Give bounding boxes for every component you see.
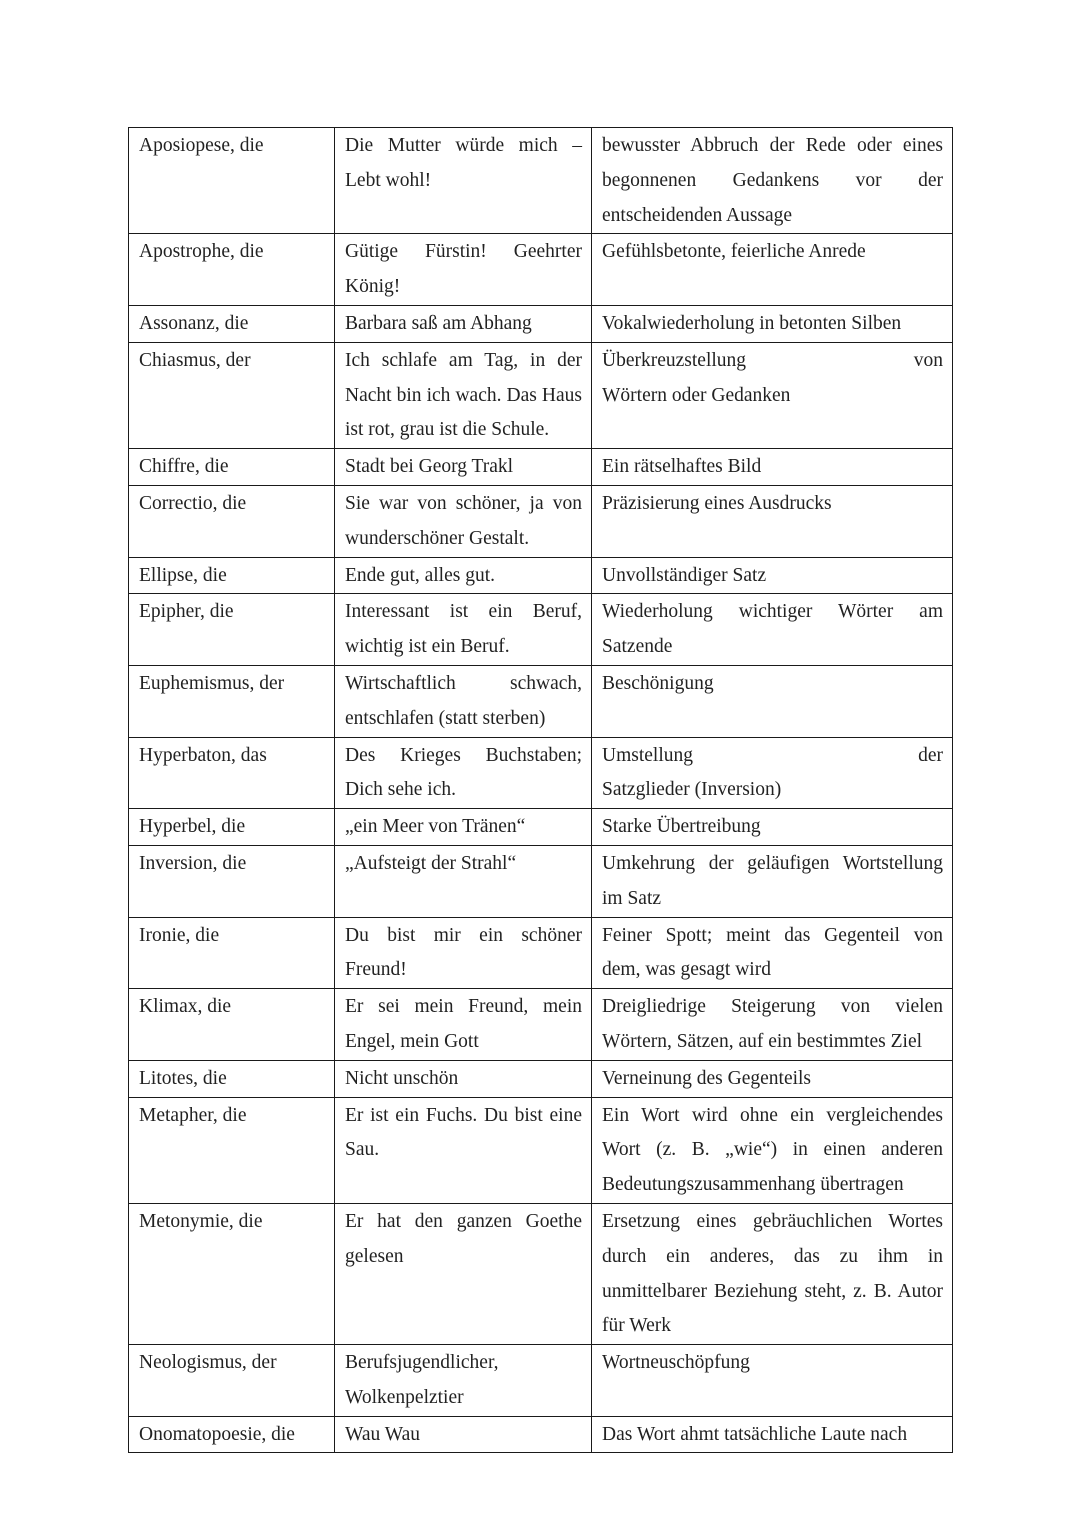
term-cell: Aposiopese, die xyxy=(129,128,335,234)
example-cell xyxy=(335,1416,592,1453)
example-cell-line: Gütige Fürstin! Geehrter xyxy=(345,241,582,263)
term-cell: Metonymie, die xyxy=(129,1203,335,1344)
definition-cell-line: Satzglieder (Inversion) xyxy=(602,779,782,801)
definition-cell xyxy=(592,845,953,917)
example-cell-line: wichtig ist ein Beruf. xyxy=(345,636,510,658)
definition-cell-line: Wiederholung wichtiger Wörter am xyxy=(602,601,943,623)
definition-cell xyxy=(592,557,953,594)
example-cell xyxy=(335,809,592,846)
definition-cell xyxy=(592,1345,953,1417)
definition-cell xyxy=(592,342,953,448)
example-cell xyxy=(335,305,592,342)
example-cell-line: „ein Meer von Tränen“ xyxy=(345,816,526,838)
table-row xyxy=(129,128,953,234)
example-cell xyxy=(335,594,592,666)
example-cell-line: Berufsjugendlicher, xyxy=(345,1352,499,1374)
example-cell-line: „Aufsteigt der Strahl“ xyxy=(345,852,517,874)
definition-cell-line: Das Wort ahmt tatsächliche Laute nach xyxy=(602,1423,908,1445)
definition-cell-line: Präzisierung eines Ausdrucks xyxy=(602,492,832,514)
example-cell-line: Die Mutter würde mich – xyxy=(345,135,582,156)
table-row xyxy=(129,234,953,306)
definition-cell-line: Beschönigung xyxy=(602,672,714,694)
definition-cell-line: für Werk xyxy=(602,1315,672,1337)
example-cell xyxy=(335,665,592,737)
example-cell-line: Wolkenpelztier xyxy=(345,1386,464,1408)
definition-cell-line: Ein rätselhaftes Bild xyxy=(602,456,762,478)
term-cell: Apostrophe, die xyxy=(129,234,335,306)
example-cell xyxy=(335,845,592,917)
example-cell xyxy=(335,342,592,448)
example-cell xyxy=(335,485,592,557)
example-cell xyxy=(335,1060,592,1097)
table-row xyxy=(129,809,953,846)
definition-cell-line: Gefühlsbetonte, feierliche Anrede xyxy=(602,241,866,263)
example-cell-line: Du bist mir ein schöner xyxy=(345,924,582,946)
table-row xyxy=(129,1097,953,1203)
table-row xyxy=(129,1345,953,1417)
term-cell: Hyperbaton, das xyxy=(129,737,335,809)
example-cell-line: Stadt bei Georg Trakl xyxy=(345,456,514,478)
definition-cell-line: Wortneuschöpfung xyxy=(602,1352,750,1374)
example-cell-line: Er sei mein Freund, mein xyxy=(345,996,582,1018)
term-cell: Correctio, die xyxy=(129,485,335,557)
definition-cell-line: Umkehrung der geläufigen Wortstellung xyxy=(602,852,943,874)
definition-cell-line: Dreigliedrige Steigerung von vielen xyxy=(602,996,943,1018)
example-cell-line: Nacht bin ich wach. Das Haus xyxy=(345,384,582,406)
definition-cell xyxy=(592,917,953,989)
term-cell: Epipher, die xyxy=(129,594,335,666)
example-cell-line: Barbara saß am Abhang xyxy=(345,312,532,334)
table-row xyxy=(129,917,953,989)
definition-cell-line: Starke Übertreibung xyxy=(602,816,761,838)
term-cell: Assonanz, die xyxy=(129,305,335,342)
definition-cell-line: Vokalwiederholung in betonten Silben xyxy=(602,312,902,334)
example-cell-line: Ende gut, alles gut. xyxy=(345,564,496,586)
stilmittel-table xyxy=(128,127,953,1453)
definition-cell-line: Feiner Spott; meint das Gegenteil von xyxy=(602,924,943,946)
definition-cell-line: Umstellung der xyxy=(602,744,943,766)
definition-cell xyxy=(592,594,953,666)
table-row xyxy=(129,989,953,1061)
table-row xyxy=(129,485,953,557)
example-cell xyxy=(335,557,592,594)
definition-cell-line: entscheidenden Aussage xyxy=(602,204,793,226)
example-cell-line: Er hat den ganzen Goethe xyxy=(345,1210,582,1232)
example-cell-line: Nicht unschön xyxy=(345,1067,459,1089)
example-cell-line: Er ist ein Fuchs. Du bist eine xyxy=(345,1104,582,1126)
definition-cell xyxy=(592,305,953,342)
example-cell-line: wunderschöner Gestalt. xyxy=(345,527,530,549)
term-cell: Inversion, die xyxy=(129,845,335,917)
example-cell xyxy=(335,128,592,234)
example-cell xyxy=(335,1203,592,1344)
example-cell xyxy=(335,449,592,486)
example-cell-line: Wau Wau xyxy=(345,1423,421,1445)
example-cell-line: Wirtschaftlich schwach, xyxy=(345,672,582,694)
definition-cell xyxy=(592,1097,953,1203)
definition-cell-line: begonnenen Gedankens vor der xyxy=(602,169,943,191)
example-cell-line: Lebt wohl! xyxy=(345,169,432,191)
definition-cell xyxy=(592,665,953,737)
term-cell: Ellipse, die xyxy=(129,557,335,594)
example-cell-line: Dich sehe ich. xyxy=(345,779,457,801)
table-row xyxy=(129,557,953,594)
table-row xyxy=(129,342,953,448)
definition-cell-line: Bedeutungszusammenhang übertragen xyxy=(602,1174,904,1196)
definition-cell xyxy=(592,1416,953,1453)
term-cell: Chiasmus, der xyxy=(129,342,335,448)
definition-cell xyxy=(592,989,953,1061)
example-cell-line: entschlafen (statt sterben) xyxy=(345,707,546,729)
table-row xyxy=(129,594,953,666)
table-row xyxy=(129,1203,953,1344)
table-row xyxy=(129,449,953,486)
term-cell: Klimax, die xyxy=(129,989,335,1061)
table-row xyxy=(129,665,953,737)
definition-cell xyxy=(592,1203,953,1344)
example-cell-line: ist rot, grau ist die Schule. xyxy=(345,419,550,441)
example-cell-line: Engel, mein Gott xyxy=(345,1030,479,1052)
table-row xyxy=(129,737,953,809)
example-cell-line: Sie war von schöner, ja von xyxy=(345,492,582,514)
definition-cell-line: Unvollständiger Satz xyxy=(602,564,767,586)
definition-cell-line: durch ein anderes, das zu ihm in xyxy=(602,1245,943,1267)
definition-cell xyxy=(592,449,953,486)
definition-cell-line: dem, was gesagt wird xyxy=(602,959,771,981)
term-cell: Hyperbel, die xyxy=(129,809,335,846)
table-row xyxy=(129,305,953,342)
definition-cell-line: unmittelbarer Beziehung steht, z. B. Autor xyxy=(602,1280,943,1302)
table-row xyxy=(129,1060,953,1097)
example-cell xyxy=(335,917,592,989)
definition-cell xyxy=(592,485,953,557)
definition-cell xyxy=(592,809,953,846)
definition-cell-line: Ersetzung eines gebräuchlichen Wortes xyxy=(602,1210,943,1232)
example-cell-line: Freund! xyxy=(345,959,407,981)
example-cell-line: Interessant ist ein Beruf, xyxy=(345,601,582,623)
table-row xyxy=(129,845,953,917)
definition-cell-line: Ein Wort wird ohne ein vergleichendes xyxy=(602,1104,943,1126)
definition-cell xyxy=(592,737,953,809)
term-cell: Metapher, die xyxy=(129,1097,335,1203)
term-cell: Onomatopoesie, die xyxy=(129,1416,335,1453)
example-cell-line: gelesen xyxy=(345,1245,404,1267)
example-cell-line: Ich schlafe am Tag, in der xyxy=(345,349,582,371)
example-cell xyxy=(335,1345,592,1417)
definition-cell xyxy=(592,128,953,234)
term-cell: Ironie, die xyxy=(129,917,335,989)
definition-cell-line: Überkreuzstellung von xyxy=(602,349,943,371)
term-cell: Neologismus, der xyxy=(129,1345,335,1417)
term-cell: Chiffre, die xyxy=(129,449,335,486)
term-cell: Euphemismus, der xyxy=(129,665,335,737)
definition-cell-line: Wörtern oder Gedanken xyxy=(602,384,791,406)
table-body xyxy=(129,128,953,1453)
definition-cell-line: Wort (z. B. „wie“) in einen anderen xyxy=(602,1139,943,1161)
definition-cell-line: bewusster Abbruch der Rede oder eines xyxy=(602,135,943,156)
definition-cell xyxy=(592,1060,953,1097)
term-cell: Litotes, die xyxy=(129,1060,335,1097)
example-cell xyxy=(335,737,592,809)
example-cell-line: Sau. xyxy=(345,1139,380,1161)
example-cell xyxy=(335,234,592,306)
definition-cell-line: Verneinung des Gegenteils xyxy=(602,1067,812,1089)
definition-cell-line: im Satz xyxy=(602,887,662,909)
definition-cell xyxy=(592,234,953,306)
definition-cell-line: Satzende xyxy=(602,636,673,658)
example-cell xyxy=(335,989,592,1061)
example-cell-line: Des Krieges Buchstaben; xyxy=(345,744,582,766)
table-row xyxy=(129,1416,953,1453)
example-cell-line: König! xyxy=(345,276,401,298)
definition-cell-line: Wörtern, Sätzen, auf ein bestimmtes Ziel xyxy=(602,1030,923,1052)
example-cell xyxy=(335,1097,592,1203)
